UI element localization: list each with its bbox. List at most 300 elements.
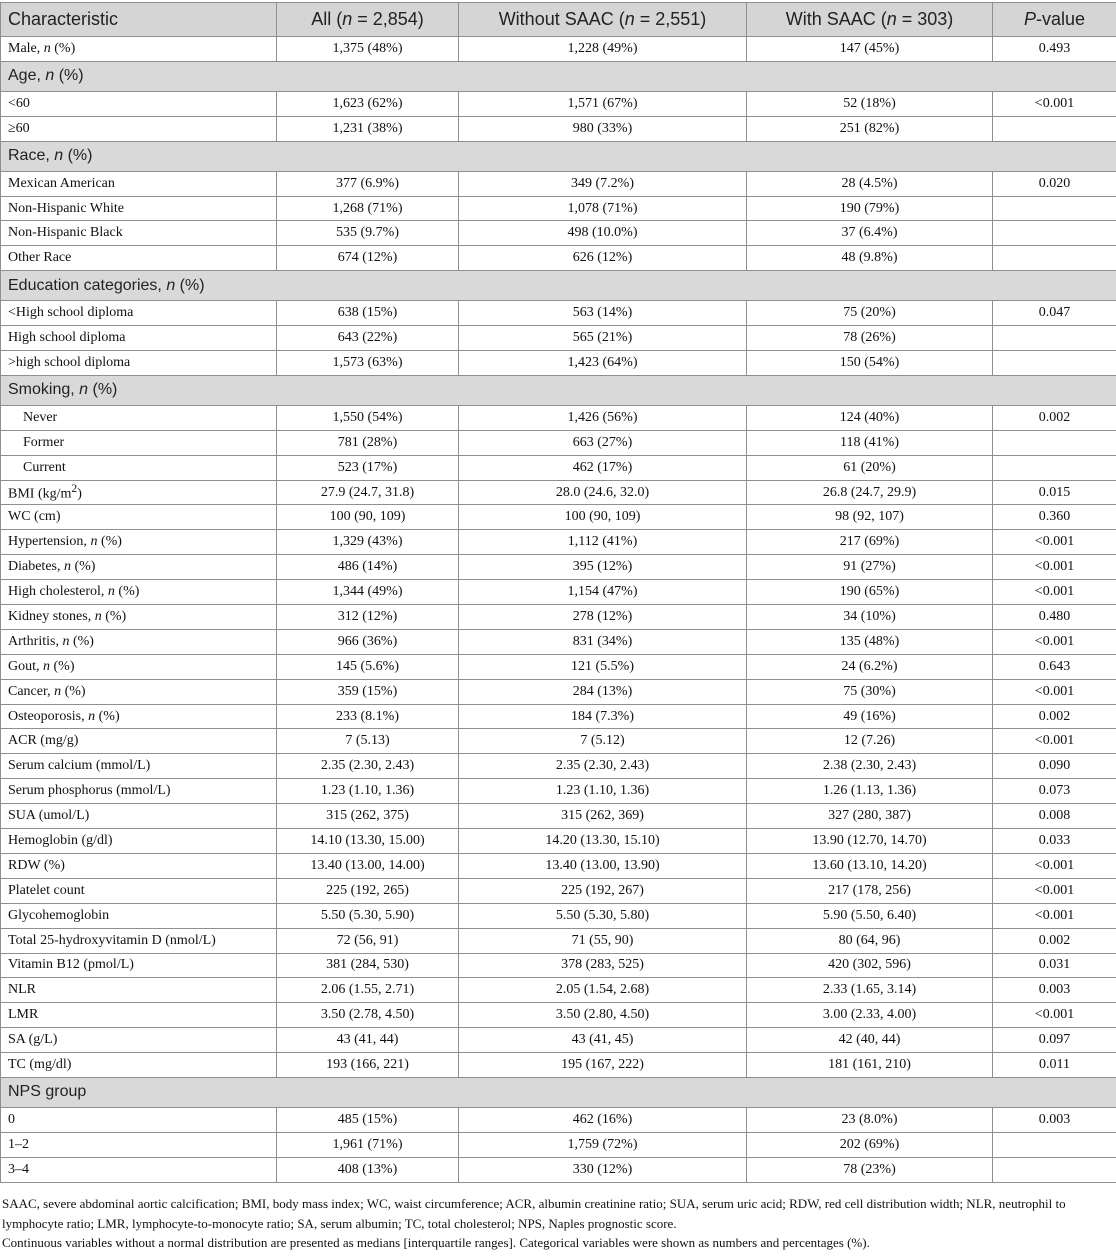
table-row [1,91,1116,116]
row-label-text: Osteoporosis, [8,708,89,724]
cell-with-saac: 135 (48%) [747,629,993,654]
cell-all: 674 (12%) [277,246,459,271]
row-label-text: ≥60 [8,120,30,136]
row-label [1,196,277,221]
cell-with-saac: 2.33 (1.65, 3.14) [747,978,993,1003]
cell-with-saac: 202 (69%) [747,1132,993,1157]
cell-with-saac: 48 (9.8%) [747,246,993,271]
cell-with-saac: 78 (23%) [747,1157,993,1182]
footnote-methods: Continuous variables without a normal distribution are presented as medians [interquartile ranges]. Categorical variables were shown as numbers and percentages (%). [2,1235,870,1250]
cell-all: 72 (56, 91) [277,928,459,953]
cell-p-value [993,221,1116,246]
row-label [1,430,277,455]
table-footnotes [2,1194,1114,1253]
cell-all: 27.9 (24.7, 31.8) [277,480,459,505]
row-label-n: n [94,608,102,624]
table-row [1,704,1116,729]
cell-p-value: <0.001 [993,729,1116,754]
cell-p-value: 0.033 [993,829,1116,854]
row-label-suffix: (%) [70,559,96,575]
cell-without-saac: 28.0 (24.6, 32.0) [459,480,747,505]
cell-with-saac: 61 (20%) [747,455,993,480]
cell-all: 381 (284, 530) [277,953,459,978]
row-label [1,1077,1116,1107]
cell-without-saac: 14.20 (13.30, 15.10) [459,829,747,854]
table-row [1,196,1116,221]
row-label-text: Mexican American [8,175,115,191]
row-label-text: Serum calcium (mmol/L) [8,758,151,774]
table-body [1,37,1116,1183]
cell-with-saac: 98 (92, 107) [747,505,993,530]
cell-all: 377 (6.9%) [277,171,459,196]
row-label-text: ACR (mg/g) [8,733,79,749]
row-label [1,903,277,928]
cell-p-value: 0.002 [993,928,1116,953]
cell-with-saac: 75 (30%) [747,679,993,704]
cell-without-saac: 195 (167, 222) [459,1053,747,1078]
row-label-text: 3–4 [8,1161,29,1177]
cell-without-saac: 100 (90, 109) [459,505,747,530]
row-label-text: Vitamin B12 (pmol/L) [8,957,134,973]
row-label-suffix: (%) [50,40,76,56]
row-label-text: High school diploma [8,330,126,346]
row-label [1,116,277,141]
cell-with-saac: 13.60 (13.10, 14.20) [747,853,993,878]
cell-p-value: 0.480 [993,605,1116,630]
row-label-text: >high school diploma [8,354,131,370]
header-without-post: = 2,551) [634,9,707,29]
row-label-text: Arthritis, [8,633,63,649]
row-label-text: Hypertension, [8,534,91,550]
table-row [1,679,1116,704]
row-label-text: Non-Hispanic White [8,200,124,216]
table-row [1,116,1116,141]
row-label [1,326,277,351]
table-row [1,301,1116,326]
row-label [1,530,277,555]
cell-all: 2.35 (2.30, 2.43) [277,754,459,779]
row-label-text: Current [23,459,66,475]
table-row [1,1003,1116,1028]
cell-with-saac: 124 (40%) [747,405,993,430]
row-label-n: n [90,534,98,550]
cell-without-saac: 1,759 (72%) [459,1132,747,1157]
header-all [277,3,459,37]
row-label-n: n [166,276,176,294]
row-label [1,246,277,271]
cell-with-saac: 24 (6.2%) [747,654,993,679]
table-row [1,480,1116,505]
cell-all: 638 (15%) [277,301,459,326]
table-row [1,1053,1116,1078]
row-label-n: n [54,147,64,165]
cell-without-saac: 184 (7.3%) [459,704,747,729]
row-label [1,171,277,196]
cell-without-saac: 831 (34%) [459,629,747,654]
row-label-suffix: (%) [69,633,94,649]
row-label-suffix: (%) [97,534,122,550]
baseline-characteristics-table [0,2,1116,1183]
cell-p-value: <0.001 [993,580,1116,605]
cell-p-value [993,326,1116,351]
table-row [1,1107,1116,1132]
cell-with-saac: 190 (79%) [747,196,993,221]
cell-p-value: <0.001 [993,91,1116,116]
row-label-text: Education categories, [8,276,167,294]
cell-without-saac: 43 (41, 45) [459,1028,747,1053]
cell-p-value: 0.011 [993,1053,1116,1078]
cell-with-saac: 75 (20%) [747,301,993,326]
row-label [1,1132,277,1157]
cell-all: 13.40 (13.00, 14.00) [277,853,459,878]
row-label-text: Glycohemoglobin [8,907,110,923]
cell-with-saac: 5.90 (5.50, 6.40) [747,903,993,928]
row-label-text: <60 [8,95,30,111]
cell-all: 5.50 (5.30, 5.90) [277,903,459,928]
cell-all: 315 (262, 375) [277,804,459,829]
row-label-text: SA (g/L) [8,1032,58,1048]
row-label-text: SUA (umol/L) [8,808,90,824]
row-label [1,729,277,754]
row-label-n: n [63,559,71,575]
row-label [1,853,277,878]
row-label-text: Kidney stones, [8,608,95,624]
table-row [1,405,1116,430]
row-label [1,654,277,679]
footnote-abbreviations: SAAC, severe abdominal aortic calcification; BMI, body mass index; WC, waist circumference; ACR, albumin creatinine ratio; SUA, serum uric acid; RDW, red cell distribution width; NLR, neutrophil to lymphocyte ratio; LMR, lymphocyte-to-monocyte ratio; SA, serum albumin; TC, total cholesterol; NPS, Naples prognostic score. [2,1196,1066,1231]
cell-without-saac: 378 (283, 525) [459,953,747,978]
row-label-text: 1–2 [8,1136,29,1152]
cell-all: 2.06 (1.55, 2.71) [277,978,459,1003]
table-row [1,455,1116,480]
cell-without-saac: 2.05 (1.54, 2.68) [459,978,747,1003]
row-label [1,779,277,804]
cell-all: 1,961 (71%) [277,1132,459,1157]
cell-p-value [993,196,1116,221]
row-label-text: 0 [8,1111,15,1127]
header-all-post: = 2,854) [352,9,424,29]
row-label-suffix: (%) [114,584,140,600]
row-label-n: n [43,40,51,56]
row-label-text: Smoking, [8,381,80,399]
cell-with-saac: 2.38 (2.30, 2.43) [747,754,993,779]
row-label-text: Former [23,434,65,450]
cell-without-saac: 1,078 (71%) [459,196,747,221]
row-label [1,271,1116,301]
row-label [1,1003,277,1028]
section-header-row [1,1077,1116,1107]
cell-without-saac: 3.50 (2.80, 4.50) [459,1003,747,1028]
cell-with-saac: 190 (65%) [747,580,993,605]
cell-p-value: 0.047 [993,301,1116,326]
table-row [1,779,1116,804]
cell-all: 1,375 (48%) [277,37,459,62]
row-label [1,704,277,729]
section-header-row [1,61,1116,91]
cell-p-value: 0.493 [993,37,1116,62]
table-row [1,171,1116,196]
cell-with-saac: 118 (41%) [747,430,993,455]
row-label [1,804,277,829]
row-label [1,953,277,978]
cell-without-saac: 563 (14%) [459,301,747,326]
cell-all: 486 (14%) [277,555,459,580]
table-row [1,754,1116,779]
row-label-text: Total 25-hydroxyvitamin D (nmol/L) [8,932,216,948]
cell-all: 1,550 (54%) [277,405,459,430]
cell-with-saac: 3.00 (2.33, 4.00) [747,1003,993,1028]
table-row [1,221,1116,246]
header-with-n: n [886,9,897,29]
cell-with-saac: 26.8 (24.7, 29.9) [747,480,993,505]
cell-without-saac: 1,228 (49%) [459,37,747,62]
cell-p-value: 0.031 [993,953,1116,978]
cell-all: 312 (12%) [277,605,459,630]
cell-p-value: 0.097 [993,1028,1116,1053]
table-row [1,1028,1116,1053]
table-row [1,246,1116,271]
row-label-suffix: (%) [88,381,118,399]
cell-without-saac: 1,112 (41%) [459,530,747,555]
row-label-suffix: (%) [54,67,84,85]
cell-without-saac: 7 (5.12) [459,729,747,754]
cell-all: 523 (17%) [277,455,459,480]
table-row [1,580,1116,605]
section-header-row [1,375,1116,405]
row-label [1,829,277,854]
row-label [1,754,277,779]
row-label-n: n [62,633,70,649]
table-row [1,654,1116,679]
cell-without-saac: 225 (192, 267) [459,878,747,903]
cell-without-saac: 1,154 (47%) [459,580,747,605]
row-label-text: Race, [8,147,55,165]
table-row [1,1157,1116,1182]
cell-without-saac: 315 (262, 369) [459,804,747,829]
cell-with-saac: 147 (45%) [747,37,993,62]
row-label [1,91,277,116]
cell-p-value: 0.643 [993,654,1116,679]
row-label-text: Male, [8,40,44,56]
cell-all: 1,623 (62%) [277,91,459,116]
cell-without-saac: 2.35 (2.30, 2.43) [459,754,747,779]
table-row [1,853,1116,878]
header-p-value [993,3,1116,37]
header-row [1,3,1116,37]
header-all-pre: All ( [311,9,343,29]
cell-with-saac: 37 (6.4%) [747,221,993,246]
row-label-text: TC (mg/dl) [8,1057,72,1072]
cell-p-value: <0.001 [993,679,1116,704]
table-row [1,1132,1116,1157]
row-label-text: Other Race [8,250,72,266]
table-row [1,555,1116,580]
cell-p-value: <0.001 [993,555,1116,580]
cell-all: 966 (36%) [277,629,459,654]
table-row [1,928,1116,953]
cell-p-value: <0.001 [993,903,1116,928]
section-header-row [1,141,1116,171]
cell-all: 1,268 (71%) [277,196,459,221]
cell-with-saac: 12 (7.26) [747,729,993,754]
table-row [1,351,1116,376]
row-label [1,580,277,605]
cell-without-saac: 462 (16%) [459,1107,747,1132]
row-label-text: WC (cm) [8,509,61,525]
row-label-text: Age, [8,67,46,85]
cell-all: 1,329 (43%) [277,530,459,555]
row-label [1,480,277,505]
row-label [1,375,1116,405]
cell-all: 485 (15%) [277,1107,459,1132]
cell-with-saac: 80 (64, 96) [747,928,993,953]
row-label [1,928,277,953]
row-label [1,1157,277,1182]
table-row [1,505,1116,530]
table-row [1,430,1116,455]
cell-without-saac: 330 (12%) [459,1157,747,1182]
table-row [1,804,1116,829]
cell-without-saac: 13.40 (13.00, 13.90) [459,853,747,878]
table-row [1,326,1116,351]
cell-without-saac: 626 (12%) [459,246,747,271]
table-row [1,629,1116,654]
header-without-saac [459,3,747,37]
cell-with-saac: 49 (16%) [747,704,993,729]
row-label-text: <High school diploma [8,305,134,321]
cell-all: 643 (22%) [277,326,459,351]
cell-p-value: 0.008 [993,804,1116,829]
cell-with-saac: 42 (40, 44) [747,1028,993,1053]
row-label-n: n [79,381,89,399]
cell-all: 359 (15%) [277,679,459,704]
row-label-text: BMI (kg/m [8,486,72,502]
table-row [1,978,1116,1003]
cell-without-saac: 498 (10.0%) [459,221,747,246]
cell-all: 233 (8.1%) [277,704,459,729]
cell-p-value: 0.020 [993,171,1116,196]
row-label-text: Hemoglobin (g/dl) [8,832,113,848]
row-label-text: Serum phosphorus (mmol/L) [8,783,171,799]
cell-p-value: 0.003 [993,1107,1116,1132]
row-label [1,61,1116,91]
cell-with-saac: 181 (161, 210) [747,1053,993,1078]
row-label [1,679,277,704]
row-label [1,1107,277,1132]
cell-p-value: 0.002 [993,704,1116,729]
cell-without-saac: 71 (55, 90) [459,928,747,953]
cell-with-saac: 28 (4.5%) [747,171,993,196]
header-characteristic: Characteristic [1,3,277,37]
table-row [1,829,1116,854]
table-row [1,530,1116,555]
cell-all: 193 (166, 221) [277,1053,459,1078]
cell-all: 100 (90, 109) [277,505,459,530]
row-label-text: Never [23,409,58,425]
row-label [1,455,277,480]
row-label-text: Gout, [8,658,43,674]
cell-p-value: <0.001 [993,629,1116,654]
cell-all: 1,344 (49%) [277,580,459,605]
row-label-suffix: (%) [63,147,93,165]
cell-with-saac: 13.90 (12.70, 14.70) [747,829,993,854]
row-label [1,505,277,530]
cell-with-saac: 150 (54%) [747,351,993,376]
section-header-row [1,271,1116,301]
row-label [1,555,277,580]
cell-without-saac: 565 (21%) [459,326,747,351]
row-label [1,978,277,1003]
row-label [1,1028,277,1053]
cell-p-value: 0.002 [993,405,1116,430]
header-p: P [1023,9,1036,29]
row-label [1,1053,277,1078]
cell-with-saac: 1.26 (1.13, 1.36) [747,779,993,804]
cell-p-value [993,455,1116,480]
cell-with-saac: 91 (27%) [747,555,993,580]
cell-without-saac: 462 (17%) [459,455,747,480]
row-label-text: Non-Hispanic Black [8,225,123,241]
cell-p-value [993,116,1116,141]
row-label-suffix: (%) [175,276,205,294]
row-label-text: NLR [8,982,36,998]
row-label-suffix: (%) [101,608,127,624]
cell-all: 535 (9.7%) [277,221,459,246]
cell-p-value [993,1132,1116,1157]
row-label-text: LMR [8,1007,39,1023]
cell-all: 1,231 (38%) [277,116,459,141]
cell-without-saac: 349 (7.2%) [459,171,747,196]
row-label [1,141,1116,171]
cell-p-value: 0.090 [993,754,1116,779]
row-label-n: n [54,683,62,699]
row-label [1,301,277,326]
header-p-post: -value [1035,9,1086,29]
row-label-text: Cancer, [8,683,55,699]
cell-all: 408 (13%) [277,1157,459,1182]
cell-without-saac: 121 (5.5%) [459,654,747,679]
cell-p-value [993,246,1116,271]
row-label-n: n [45,67,55,85]
cell-with-saac: 251 (82%) [747,116,993,141]
cell-all: 781 (28%) [277,430,459,455]
cell-p-value: <0.001 [993,853,1116,878]
row-label-suffix: ) [77,486,82,502]
table-row [1,878,1116,903]
row-label [1,37,277,62]
cell-all: 43 (41, 44) [277,1028,459,1053]
cell-with-saac: 52 (18%) [747,91,993,116]
row-label [1,221,277,246]
cell-all: 1,573 (63%) [277,351,459,376]
row-label-text: Diabetes, [8,559,64,575]
row-label [1,351,277,376]
row-label-n: n [43,658,50,674]
cell-without-saac: 980 (33%) [459,116,747,141]
row-label [1,629,277,654]
cell-all: 1.23 (1.10, 1.36) [277,779,459,804]
cell-p-value: 0.073 [993,779,1116,804]
row-label-suffix: (%) [95,708,120,724]
cell-with-saac: 23 (8.0%) [747,1107,993,1132]
table-header [1,3,1116,37]
row-label [1,405,277,430]
row-label-text: Platelet count [8,882,85,898]
row-label-suffix: (%) [50,658,75,674]
cell-all: 7 (5.13) [277,729,459,754]
cell-all: 3.50 (2.78, 4.50) [277,1003,459,1028]
cell-with-saac: 327 (280, 387) [747,804,993,829]
